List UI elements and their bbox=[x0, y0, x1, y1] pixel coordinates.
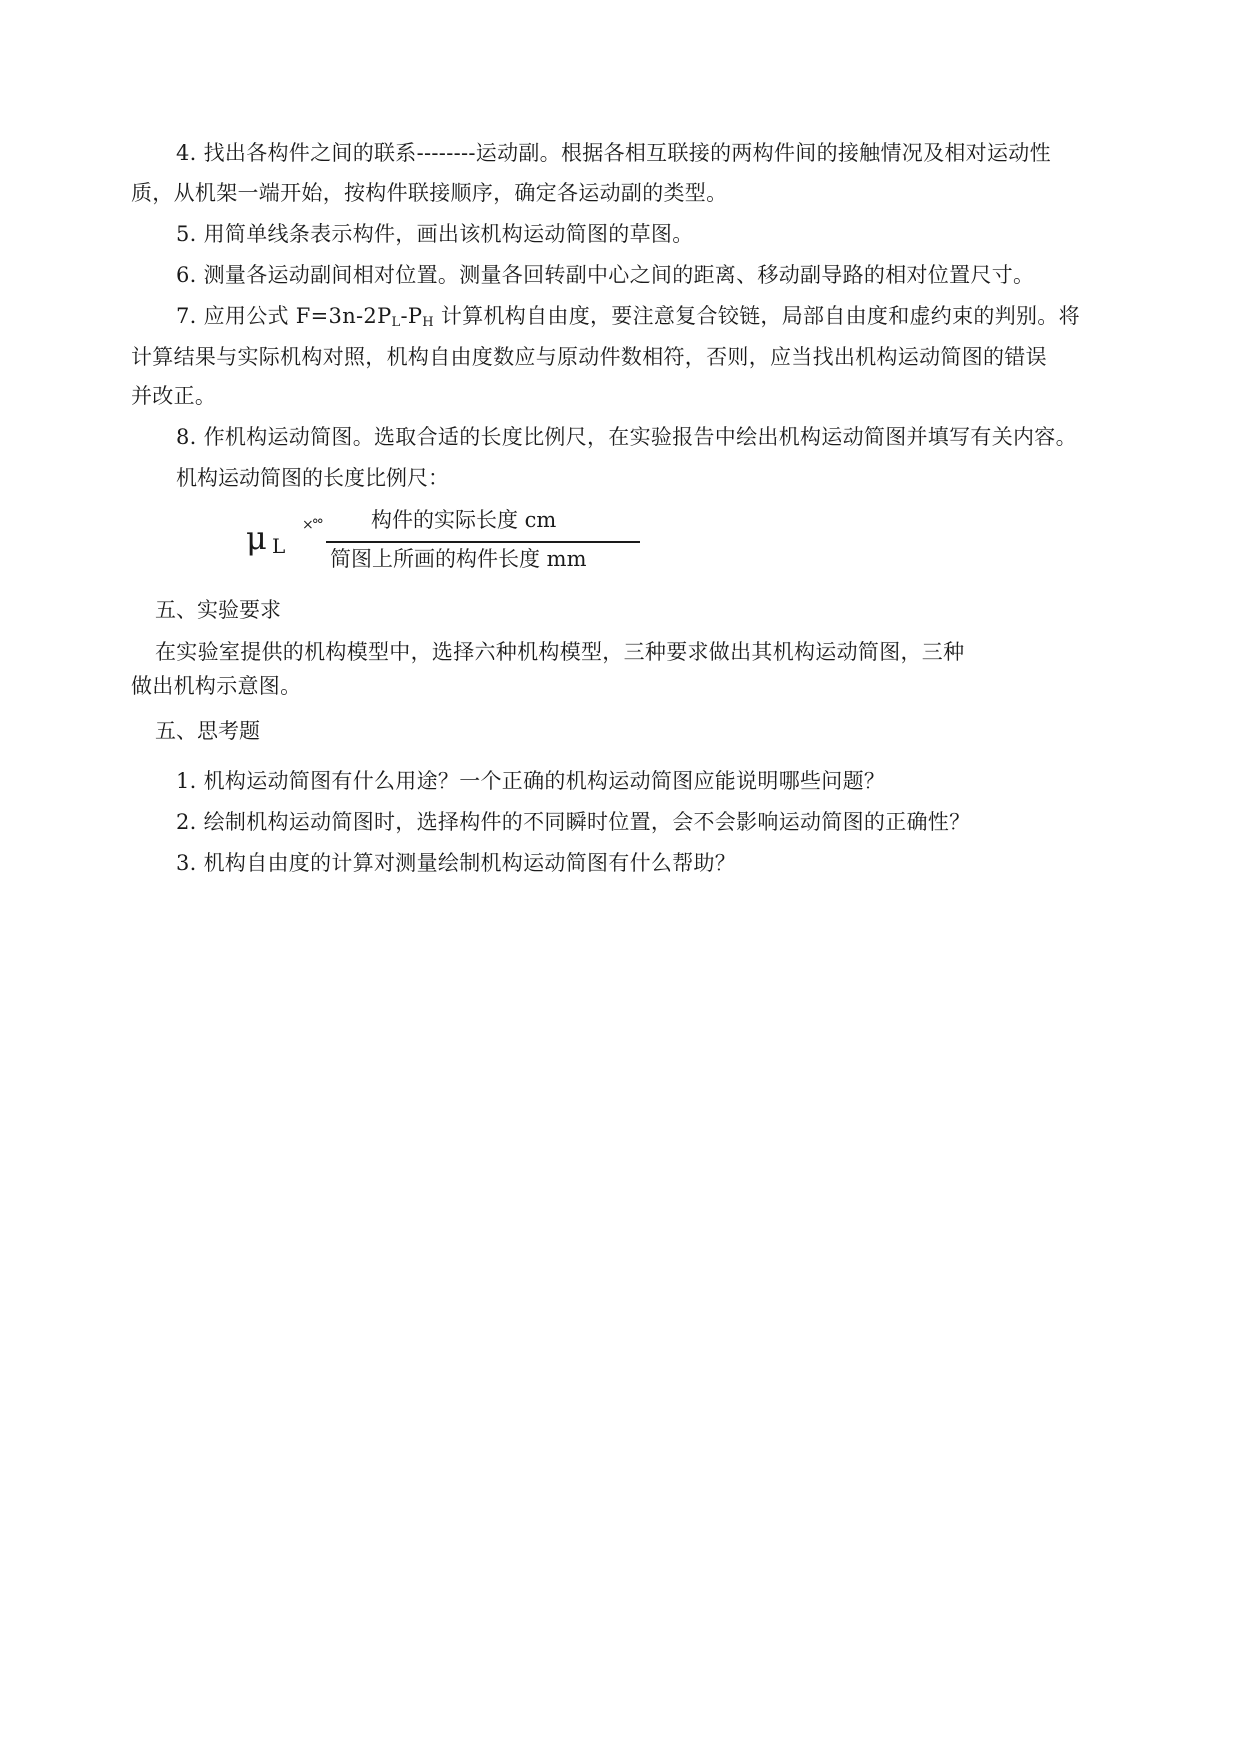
requirements-line-1: 在实验室提供的机构模型中，选择六种机构模型，三种要求做出其机构运动简图，三种 bbox=[155, 640, 965, 664]
question-1: 1. 机构运动简图有什么用途？一个正确的机构运动简图应能说明哪些问题？ bbox=[176, 769, 886, 793]
question-3: 3. 机构自由度的计算对测量绘制机构运动简图有什么帮助？ bbox=[176, 851, 737, 875]
step-5: 5. 用简单线条表示构件，画出该机构运动简图的草图。 bbox=[176, 222, 694, 246]
step-8: 8. 作机构运动简图。选取合适的长度比例尺，在实验报告中绘出机构运动简图并填写有关内容。 bbox=[176, 425, 1077, 449]
equals-glyph: ×°° bbox=[302, 517, 322, 533]
mu-subscript: L bbox=[272, 534, 286, 558]
subscript-l: L bbox=[391, 315, 401, 330]
subscript-h: H bbox=[422, 315, 434, 330]
step-7-prefix: 7. 应用公式 F=3n-2P bbox=[176, 304, 392, 328]
requirements-line-2: 做出机构示意图。 bbox=[131, 674, 302, 698]
step-7-suffix: 计算机构自由度，要注意复合铰链，局部自由度和虚约束的判别。将 bbox=[433, 304, 1080, 328]
step-4-line-1: 4. 找出各构件之间的联系--------运动副。根据各相互联接的两构件间的接触情况及相对运动性 bbox=[176, 141, 1051, 165]
step-7-line-3: 并改正。 bbox=[131, 384, 217, 408]
scale-label: 机构运动简图的长度比例尺： bbox=[176, 466, 449, 490]
scale-formula bbox=[246, 500, 666, 580]
step-4-line-2: 质，从机架一端开始，按构件联接顺序，确定各运动副的类型。 bbox=[131, 181, 728, 205]
section-title-questions: 五、思考题 bbox=[155, 719, 260, 743]
fraction-bar bbox=[326, 541, 640, 543]
formula-denominator: 简图上所画的构件长度 mm bbox=[330, 547, 587, 571]
question-2: 2. 绘制机构运动简图时，选择构件的不同瞬时位置，会不会影响运动简图的正确性？ bbox=[176, 810, 971, 834]
step-7-line-2: 计算结果与实际机构对照，机构自由度数应与原动件数相符，否则，应当找出机构运动简图的错误 bbox=[131, 345, 1047, 369]
formula-numerator: 构件的实际长度 cm bbox=[371, 508, 557, 532]
step-7-mid: -P bbox=[400, 304, 423, 328]
section-title-requirements: 五、实验要求 bbox=[155, 598, 281, 622]
mu-symbol: μ bbox=[246, 519, 267, 557]
step-7-line-1 bbox=[176, 301, 1080, 331]
step-6: 6. 测量各运动副间相对位置。测量各回转副中心之间的距离、移动副导路的相对位置尺寸。 bbox=[176, 263, 1035, 287]
